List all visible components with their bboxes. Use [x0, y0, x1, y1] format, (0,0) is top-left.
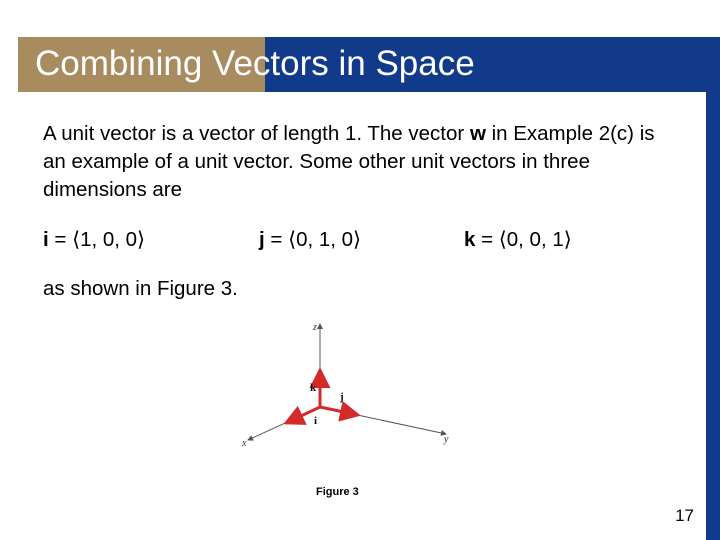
body-text-end: in Example 2(c) is an example of a unit vector. Some other unit vectors in three dimensions are	[43, 122, 655, 201]
j-vector-label: j	[340, 391, 344, 403]
page-number: 17	[675, 506, 694, 525]
figure-3-diagram	[228, 312, 468, 462]
side-accent-bar	[706, 92, 720, 540]
slide-title: Combining Vectors in Space	[35, 44, 475, 83]
unit-vector-j	[259, 226, 361, 254]
vector-name-k: k	[464, 228, 476, 251]
vector-name-i: i	[43, 228, 49, 251]
z-axis-label: z	[313, 322, 317, 333]
unit-vector-i	[43, 226, 145, 254]
unit-vector-k	[464, 226, 572, 254]
body-vector-w: w	[469, 122, 486, 145]
vector-value-k: = ⟨0, 0, 1⟩	[475, 228, 572, 251]
vector-j-arrow	[320, 407, 358, 415]
i-vector-label: i	[314, 415, 318, 427]
y-axis-label: y	[444, 434, 449, 445]
body-text-start: A unit vector is a vector of length 1. The vector	[43, 122, 470, 145]
vector-value-i: = ⟨1, 0, 0⟩	[48, 228, 146, 251]
k-vector-label: k	[310, 382, 317, 394]
vector-name-j: j	[259, 228, 265, 251]
body-paragraph	[43, 120, 663, 204]
figure-caption: Figure 3	[316, 486, 359, 498]
vector-value-j: = ⟨0, 1, 0⟩	[264, 228, 362, 251]
x-axis-label: x	[242, 438, 247, 449]
figure-reference-text: as shown in Figure 3.	[43, 277, 238, 300]
